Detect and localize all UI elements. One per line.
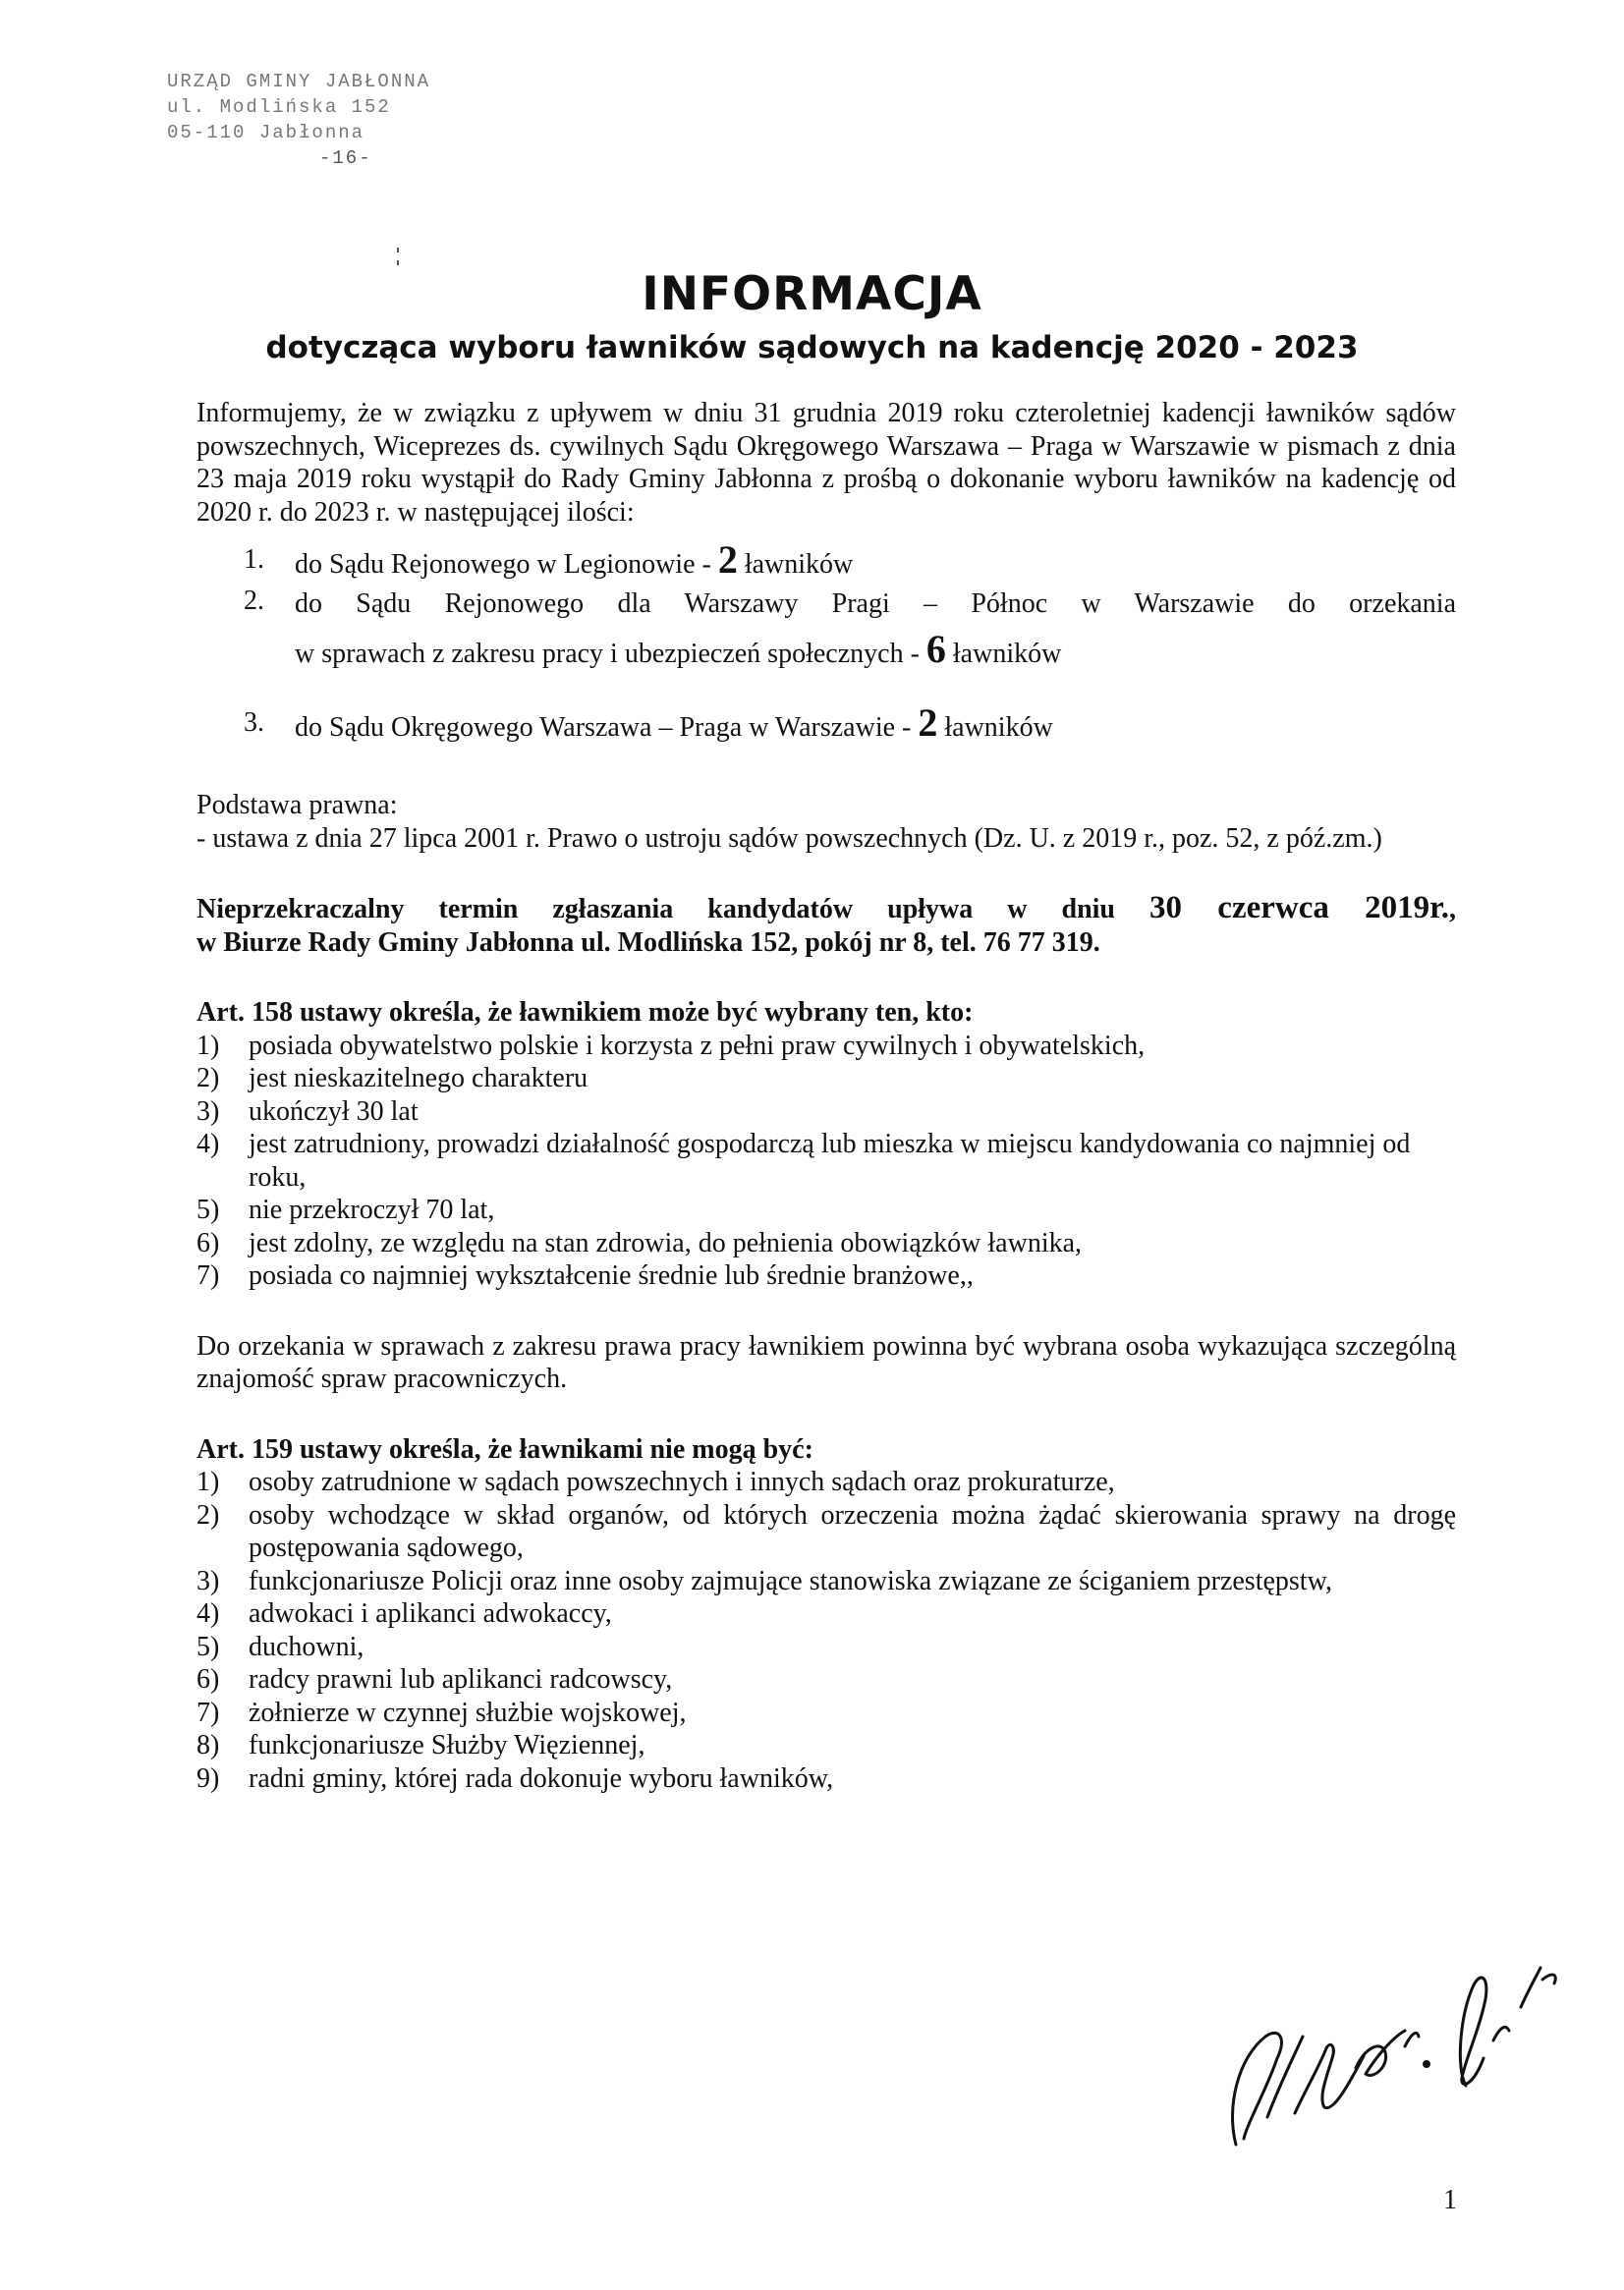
list-item — [196, 1030, 1456, 1063]
list-item-number: 5) — [196, 1631, 220, 1662]
art159-list — [196, 1466, 1456, 1795]
court-item-count: 6 — [925, 627, 946, 671]
art158-heading: Art. 158 ustawy określa, że ławnikiem może być wybrany ten, kto: — [196, 997, 974, 1028]
stamp-line-4: -16- — [319, 147, 372, 169]
stamp-line-2: ul. Modlińska 152 — [167, 96, 391, 118]
list-item-text: jest zatrudniony, prowadzi działalność gospodarczą lub mieszka w miejscu kandydowania co najmniej od roku, — [249, 1129, 1411, 1193]
list-item — [196, 1095, 1456, 1129]
court-item-number: 2. — [244, 586, 264, 616]
list-item — [196, 1499, 1456, 1565]
stamp-line-3: 05-110 Jabłonna — [167, 122, 365, 143]
deadline-line-2: w Biurze Rady Gminy Jabłonna ul. Modlińska 152, pokój nr 8, tel. 76 77 319. — [196, 926, 1100, 958]
court-item-suffix: ławników — [937, 712, 1053, 743]
list-item — [196, 1697, 1456, 1730]
court-item — [196, 700, 1456, 748]
list-item-number: 5) — [196, 1195, 220, 1225]
list-item-text: jest zdolny, ze względu na stan zdrowia, do pełnienia obowiązków ławnika, — [249, 1227, 1083, 1258]
list-item — [196, 1128, 1456, 1194]
deadline-text: Nieprzekraczalny termin zgłaszania kandydatów upływa w dniu — [196, 894, 1150, 924]
list-item-text: żołnierze w czynnej służbie wojskowej, — [249, 1697, 687, 1728]
list-item — [196, 1631, 1456, 1664]
court-item-number: 3. — [244, 707, 264, 738]
list-item-number: 6) — [196, 1227, 220, 1258]
art158-list — [196, 1030, 1456, 1293]
list-item-number: 7) — [196, 1260, 220, 1291]
court-item-text-line1: do Sądu Rejonowego dla Warszawy Pragi – Północ w Warszawie do orzekania — [295, 588, 1456, 619]
court-item-count: 2 — [717, 537, 738, 582]
court-item-text: w sprawach z zakresu pracy i ubezpieczeń społecznych - — [295, 639, 926, 669]
legal-basis-text: - ustawa z dnia 27 lipca 2001 r. Prawo o ustroju sądów powszechnych (Dz. U. z 2019 r., poz. 52, z póź.zm.) — [196, 822, 1382, 854]
court-item — [196, 537, 1456, 585]
list-item-text: funkcjonariusze Służby Więziennej, — [249, 1730, 645, 1760]
court-item-text: do Sądu Okręgowego Warszawa – Praga w Warszawie - — [295, 712, 919, 743]
court-item-suffix: ławników — [945, 639, 1062, 669]
stamp-line-1: URZĄD GMINY JABŁONNA — [167, 71, 431, 92]
list-item — [196, 1663, 1456, 1697]
deadline-date: 30 czerwca 2019r. — [1149, 890, 1449, 925]
list-item-number: 2) — [196, 1063, 220, 1093]
list-item-text: radni gminy, której rada dokonuje wyboru ławników, — [249, 1762, 834, 1794]
scan-mark — [397, 248, 400, 267]
list-item — [196, 1227, 1456, 1260]
list-item-text: posiada obywatelstwo polskie i korzysta z pełni praw cywilnych i obywatelskich, — [249, 1030, 1146, 1061]
list-item-number: 9) — [196, 1762, 220, 1794]
court-item-number: 1. — [244, 544, 264, 575]
list-item-number: 1) — [196, 1467, 220, 1497]
list-item — [196, 1729, 1456, 1762]
document-title: INFORMACJA — [642, 267, 982, 321]
deadline-line-1 — [196, 892, 1456, 926]
court-item-suffix: ławników — [737, 549, 854, 580]
list-item-number: 6) — [196, 1664, 220, 1695]
list-item — [196, 1062, 1456, 1095]
list-item-text: osoby zatrudnione w sądach powszechnych i innych sądach oraz prokuraturze, — [249, 1467, 1115, 1497]
list-item-text: posiada co najmniej wykształcenie średnie lub średnie branżowe,, — [249, 1260, 974, 1291]
list-item-text: radcy prawni lub aplikanci radcowscy, — [249, 1664, 673, 1695]
list-item — [196, 1565, 1456, 1598]
list-item-text: ukończył 30 lat — [249, 1095, 419, 1127]
list-item-number: 7) — [196, 1697, 220, 1728]
list-item — [196, 1259, 1456, 1293]
intro-paragraph: Informujemy, że w związku z upływem w dniu 31 grudnia 2019 roku czteroletniej kadencji ławników sądów powszechnych, Wiceprezes ds. cywilnych Sądu Okręgowego Warszawa – Praga w Warszawie w pismach z dnia 23 maja 2019 roku wystąpił do Rady Gminy Jabłonna z prośbą o dokonanie wyboru ławników na kadencję od 2020 r. do 2023 r. w następującej ilości: — [196, 398, 1456, 528]
list-item-number: 4) — [196, 1598, 220, 1629]
handwritten-signature — [1208, 1921, 1601, 2156]
art159-heading: Art. 159 ustawy określa, że ławnikami nie mogą być: — [196, 1433, 813, 1465]
courts-list — [196, 537, 1456, 748]
list-item-text: duchowni, — [249, 1631, 364, 1662]
office-stamp — [167, 69, 481, 171]
list-item-text: funkcjonariusze Policji oraz inne osoby zajmujące stanowiska związane ze ściganiem przestępstw, — [249, 1565, 1332, 1596]
list-item-text: nie przekroczył 70 lat, — [249, 1195, 495, 1225]
list-item-text: adwokaci i aplikanci adwokaccy, — [249, 1598, 612, 1629]
list-item-text: jest nieskazitelnego charakteru — [249, 1063, 588, 1093]
legal-basis-label: Podstawa prawna: — [196, 790, 398, 820]
document-subtitle: dotycząca wyboru ławników sądowych na kadencję 2020 - 2023 — [265, 330, 1359, 365]
list-item-number: 3) — [196, 1095, 220, 1127]
list-item — [196, 1194, 1456, 1227]
list-item-number: 4) — [196, 1129, 220, 1159]
court-item-count: 2 — [918, 700, 938, 745]
court-item — [196, 585, 1456, 680]
document-body — [196, 397, 1456, 1795]
list-item — [196, 1466, 1456, 1499]
list-item-number: 3) — [196, 1565, 220, 1596]
list-item — [196, 1762, 1456, 1796]
list-item-number: 8) — [196, 1730, 220, 1760]
list-item-number: 1) — [196, 1030, 220, 1061]
deadline-comma: , — [1449, 894, 1456, 924]
list-item-number: 2) — [196, 1499, 220, 1531]
list-item-text: osoby wchodzące w skład organów, od których orzeczenia można żądać skierowania sprawy na drogę postępowania sądowego, — [249, 1499, 1456, 1563]
court-item-text: do Sądu Rejonowego w Legionowie - — [295, 549, 718, 580]
labor-law-note: Do orzekania w sprawach z zakresu prawa pracy ławnikiem powinna być wybrana osoba wykazująca szczególną znajomość spraw pracowniczych. — [196, 1330, 1456, 1394]
list-item — [196, 1597, 1456, 1631]
page-number: 1 — [1443, 2185, 1457, 2215]
